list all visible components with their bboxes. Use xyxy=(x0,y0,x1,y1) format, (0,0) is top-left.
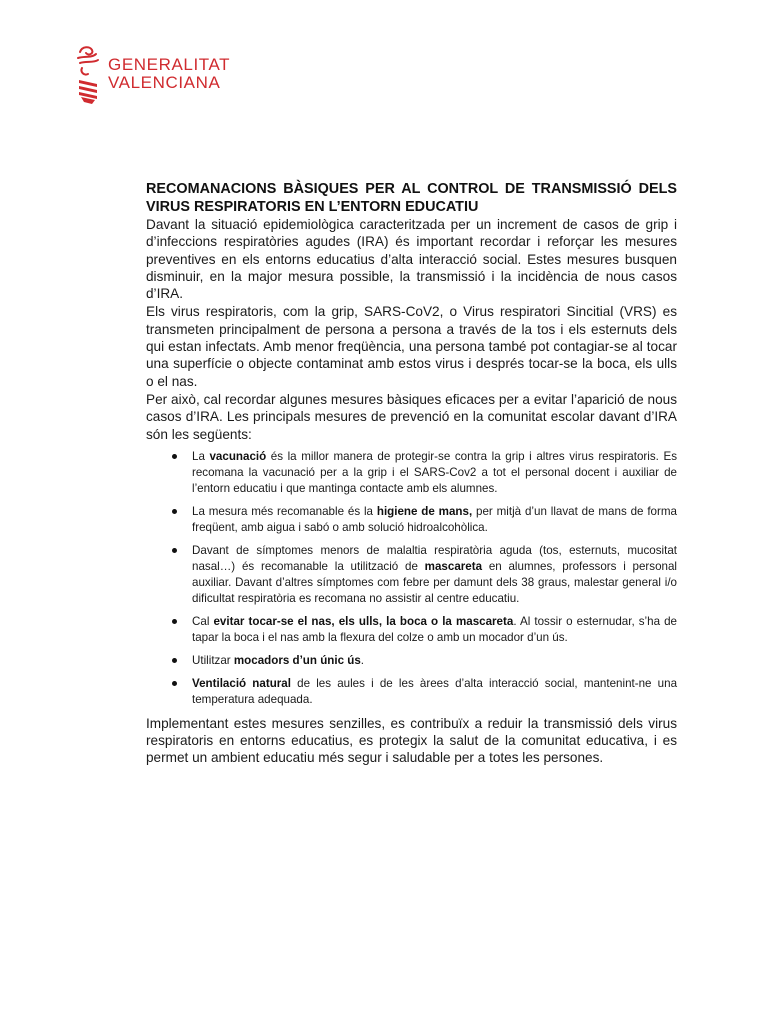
logo-line-valenciana: VALENCIANA xyxy=(108,73,221,92)
bullet-icon xyxy=(172,548,177,553)
bullet-text-bold: mocadors d’un únic ús xyxy=(233,654,361,668)
paragraph-intro: Davant la situació epidemiològica caracteritzada per un increment de casos de grip i d’infeccions respiratòries agudes (IRA) és important recordar i reforçar les mesures preventives en els entorns educatius d’alta interacció social. Estes mesures busquen disminuir, en la major mesura possible, la transmissió i la incidència de nous casos d’IRA. xyxy=(146,217,677,302)
bullet-text-after: . Al tossir o esternudar, s’ha de tapar la boca i el nas amb la flexura del colze o amb un mocador d’un ús. xyxy=(192,615,677,645)
document-title: RECOMANACIONS BÀSIQUES PER AL CONTROL DE TRANSMISSIÓ DELS VIRUS RESPIRATORIS EN L’ENTORN EDUCATIU xyxy=(146,181,677,215)
list-item-ventilation xyxy=(146,676,677,708)
bullet-text-after: per mitjà d’un llavat de mans de forma freqüent, amb aigua i sabó o amb solució hidroalcohòlica. xyxy=(192,504,677,535)
bullet-text-bold: mascareta xyxy=(424,560,483,574)
bullet-icon xyxy=(172,509,177,514)
measures-list xyxy=(146,449,677,708)
list-item-vaccination xyxy=(146,449,677,498)
logo-line-generalitat: GENERALITAT xyxy=(108,55,231,74)
bullet-text-bold: evitar tocar-se el nas, els ulls, la boca o la mascareta xyxy=(213,615,514,629)
paragraph-transmission: Els virus respiratoris, com la grip, SARS-CoV2, o Virus respiratori Sincitial (VRS) es transmeten principalment de persona a persona a través de la tos i els esternuts dels qui estan infectats. Amb menor freqüència, una persona també pot contagiar-se al tocar una superfície o objecte contaminat amb estos virus i després tocar-se la boca, els ulls o el nas. xyxy=(146,304,677,389)
bullet-text-after: en alumnes, professors i personal auxiliar. Davant d’altres símptomes com febre per damunt dels 38 graus, malestar general i/o dificultat respiratòria es recomana no assistir al centre educatiu. xyxy=(192,560,678,606)
paragraph-measures-intro: Per això, cal recordar algunes mesures bàsiques eficaces per a evitar l’aparició de nous casos d’IRA. Les principals mesures de prevenció en la comunitat escolar davant d’IRA són les següents: xyxy=(146,391,677,442)
bullet-text-before: La mesura més recomanable és la xyxy=(192,504,377,518)
generalitat-emblem-icon xyxy=(74,44,102,104)
bullet-text-bold: Ventilació natural xyxy=(192,676,291,690)
bullet-icon xyxy=(172,681,177,686)
bullet-icon xyxy=(172,619,177,624)
list-item-hand-hygiene xyxy=(146,504,677,536)
generalitat-logo xyxy=(74,44,230,104)
bullet-icon xyxy=(172,454,177,459)
list-item-tissues xyxy=(146,653,677,669)
bullet-text-after: és la millor manera de protegir-se contra la grip i altres virus respiratoris. Es recomana la vacunació per a la grip i el SARS-Cov2 a tot el personal docent i auxiliar de l’entorn educatiu i que mantinga contacte amb els alumnes. xyxy=(192,449,677,496)
paragraph-closing: Implementant estes mesures senzilles, es contribuïx a reduir la transmissió dels virus respiratoris en entorns educatius, es protegix la salut de la comunitat educativa, i es permet un ambient educatiu més segur i saludable per a totes les persones. xyxy=(146,715,677,766)
bullet-icon xyxy=(172,658,177,663)
bullet-text-bold: higiene de mans, xyxy=(376,504,473,518)
bullet-text-before: La xyxy=(192,449,210,463)
list-item-avoid-touching xyxy=(146,614,677,646)
document-body xyxy=(146,180,677,767)
bullet-text-bold: vacunació xyxy=(209,449,267,463)
bullet-text-after: . xyxy=(360,654,365,668)
list-item-mask xyxy=(146,543,677,608)
bullet-text-before: Cal xyxy=(192,615,214,629)
bullet-text-before: Davant de símptomes menors de malaltia respiratòria aguda (tos, esternuts, mucositat nasal…) és recomanable la utilització de xyxy=(192,543,677,574)
bullet-text-before: Utilitzar xyxy=(192,654,234,668)
logo-text xyxy=(108,56,230,92)
bullet-text-after: de les aules i de les àrees d’alta interacció social, mantenint-ne una temperatura adequada. xyxy=(192,676,678,706)
